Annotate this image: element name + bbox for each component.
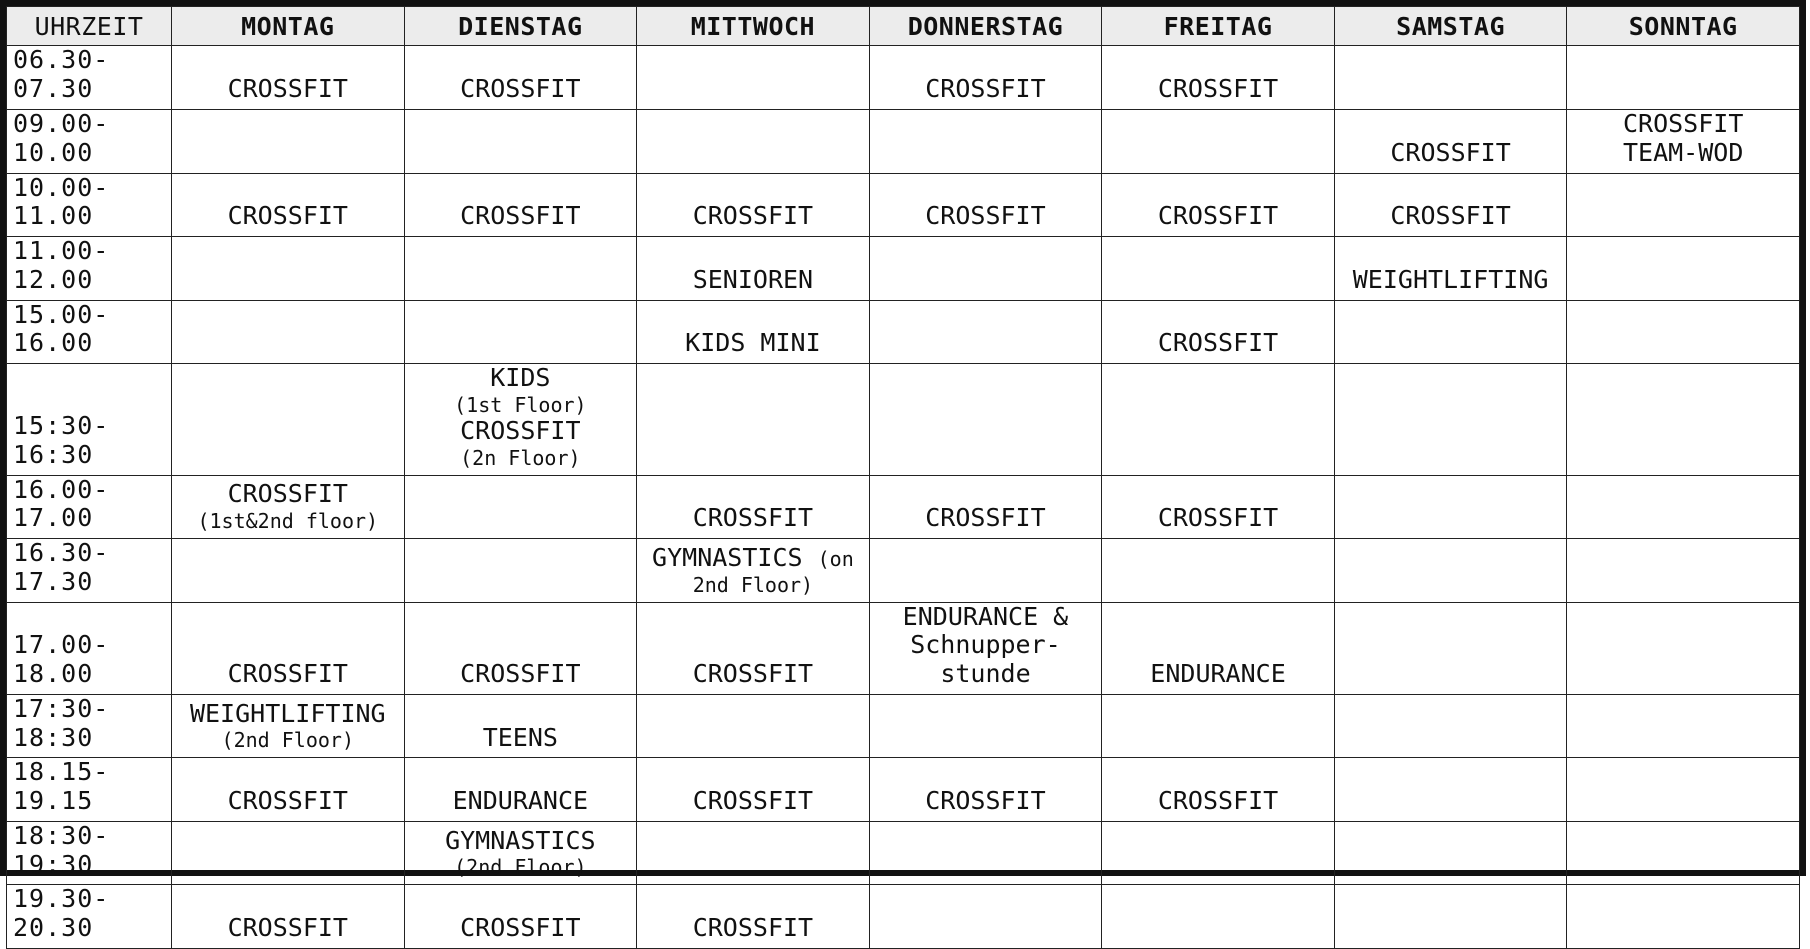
class-cell bbox=[172, 475, 405, 539]
table-row bbox=[7, 885, 1800, 949]
class-cell bbox=[172, 694, 405, 758]
class-cell: CROSSFIT bbox=[172, 173, 405, 237]
time-cell: 06.30-07.30 bbox=[7, 46, 172, 110]
time-cell: 17:30-18:30 bbox=[7, 694, 172, 758]
class-cell: CROSSFIT bbox=[172, 602, 405, 694]
class-name: ENDURANCE & bbox=[902, 602, 1069, 631]
class-cell bbox=[869, 885, 1102, 949]
class-cell bbox=[172, 364, 405, 476]
class-cell bbox=[637, 821, 870, 885]
class-cell: CROSSFIT bbox=[172, 885, 405, 949]
class-cell bbox=[1334, 364, 1567, 476]
class-name: stunde bbox=[940, 659, 1031, 688]
time-cell: 09.00-10.00 bbox=[7, 109, 172, 173]
class-cell: ENDURANCE bbox=[404, 758, 637, 822]
header-wednesday: MITTWOCH bbox=[637, 7, 870, 46]
table-row bbox=[7, 109, 1800, 173]
class-cell bbox=[1102, 237, 1335, 301]
class-cell bbox=[637, 109, 870, 173]
class-cell bbox=[1102, 821, 1335, 885]
class-cell bbox=[1102, 539, 1335, 603]
table-row bbox=[7, 694, 1800, 758]
class-name: CROSSFIT bbox=[1622, 109, 1744, 138]
class-cell: KIDS MINI bbox=[637, 300, 870, 364]
class-cell: CROSSFIT bbox=[1102, 173, 1335, 237]
class-cell bbox=[404, 821, 637, 885]
class-cell bbox=[869, 300, 1102, 364]
class-cell: CROSSFIT bbox=[1102, 758, 1335, 822]
class-cell: CROSSFIT bbox=[637, 475, 870, 539]
class-cell bbox=[869, 539, 1102, 603]
header-time: UHRZEIT bbox=[7, 7, 172, 46]
class-cell bbox=[637, 539, 870, 603]
class-cell bbox=[404, 539, 637, 603]
class-cell bbox=[869, 364, 1102, 476]
class-name: CROSSFIT bbox=[460, 415, 581, 445]
class-cell bbox=[1567, 364, 1800, 476]
schedule-table bbox=[6, 6, 1800, 949]
floor-note: 2nd Floor) bbox=[692, 572, 814, 597]
time-cell: 16.30-17.30 bbox=[7, 539, 172, 603]
class-cell bbox=[1567, 475, 1800, 539]
class-cell bbox=[869, 109, 1102, 173]
class-cell bbox=[1567, 46, 1800, 110]
floor-note: (1st Floor) bbox=[454, 392, 587, 417]
class-name: CROSSFIT bbox=[227, 479, 348, 509]
class-cell bbox=[172, 109, 405, 173]
class-cell bbox=[1567, 758, 1800, 822]
class-cell bbox=[1334, 46, 1567, 110]
class-cell: CROSSFIT bbox=[637, 885, 870, 949]
class-cell bbox=[1334, 694, 1567, 758]
class-cell: SENIOREN bbox=[637, 237, 870, 301]
header-thursday: DONNERSTAG bbox=[869, 7, 1102, 46]
class-cell: CROSSFIT bbox=[637, 602, 870, 694]
class-cell: TEENS bbox=[404, 694, 637, 758]
class-cell bbox=[1334, 821, 1567, 885]
table-row bbox=[7, 821, 1800, 885]
class-name: Schnupper- bbox=[910, 630, 1061, 660]
floor-note: (2nd Floor) bbox=[221, 728, 354, 753]
class-name: GYMNASTICS bbox=[445, 825, 596, 855]
class-cell bbox=[1334, 758, 1567, 822]
class-cell: CROSSFIT bbox=[1102, 46, 1335, 110]
class-name: KIDS bbox=[490, 363, 551, 392]
class-cell bbox=[1102, 885, 1335, 949]
class-cell: CROSSFIT bbox=[404, 602, 637, 694]
header-friday: FREITAG bbox=[1102, 7, 1335, 46]
class-name: TEAM-WOD bbox=[1622, 137, 1744, 167]
floor-note: (2n Floor) bbox=[460, 445, 581, 470]
class-cell bbox=[404, 364, 637, 476]
table-row bbox=[7, 758, 1800, 822]
table-row bbox=[7, 46, 1800, 110]
table-row bbox=[7, 300, 1800, 364]
class-name: GYMNASTICS bbox=[652, 542, 803, 572]
class-cell bbox=[1567, 109, 1800, 173]
time-cell: 16.00-17.00 bbox=[7, 475, 172, 539]
class-cell: CROSSFIT bbox=[637, 173, 870, 237]
class-cell: WEIGHTLIFTING bbox=[1334, 237, 1567, 301]
class-cell: CROSSFIT bbox=[869, 46, 1102, 110]
class-cell bbox=[404, 300, 637, 364]
header-monday: MONTAG bbox=[172, 7, 405, 46]
class-cell bbox=[637, 694, 870, 758]
table-row bbox=[7, 364, 1800, 476]
class-cell bbox=[1334, 539, 1567, 603]
class-cell bbox=[1334, 475, 1567, 539]
class-cell: CROSSFIT bbox=[172, 46, 405, 110]
class-cell bbox=[404, 475, 637, 539]
class-cell bbox=[1567, 237, 1800, 301]
class-cell bbox=[1567, 885, 1800, 949]
class-cell: CROSSFIT bbox=[1334, 173, 1567, 237]
table-row bbox=[7, 475, 1800, 539]
class-cell bbox=[1102, 364, 1335, 476]
class-cell bbox=[1567, 694, 1800, 758]
class-cell bbox=[1334, 602, 1567, 694]
table-row bbox=[7, 539, 1800, 603]
class-cell: CROSSFIT bbox=[869, 173, 1102, 237]
time-cell: 18.15-19.15 bbox=[7, 758, 172, 822]
class-cell bbox=[404, 109, 637, 173]
header-tuesday: DIENSTAG bbox=[404, 7, 637, 46]
header-sunday: SONNTAG bbox=[1567, 7, 1800, 46]
class-cell: CROSSFIT bbox=[869, 475, 1102, 539]
class-name: WEIGHTLIFTING bbox=[189, 698, 386, 728]
class-cell: CROSSFIT bbox=[1102, 300, 1335, 364]
floor-note: (2nd Floor) bbox=[454, 855, 587, 880]
class-cell bbox=[1567, 173, 1800, 237]
class-cell bbox=[404, 237, 637, 301]
class-cell: CROSSFIT bbox=[404, 885, 637, 949]
class-cell bbox=[172, 821, 405, 885]
class-cell: ENDURANCE bbox=[1102, 602, 1335, 694]
class-cell: CROSSFIT bbox=[869, 758, 1102, 822]
class-cell bbox=[869, 821, 1102, 885]
class-cell bbox=[172, 300, 405, 364]
class-cell bbox=[1567, 539, 1800, 603]
time-cell: 10.00-11.00 bbox=[7, 173, 172, 237]
header-row bbox=[7, 7, 1800, 46]
class-cell bbox=[1334, 885, 1567, 949]
header-saturday: SAMSTAG bbox=[1334, 7, 1567, 46]
class-cell bbox=[1102, 694, 1335, 758]
time-cell: 11.00-12.00 bbox=[7, 237, 172, 301]
floor-note: (1st&2nd floor) bbox=[197, 509, 379, 533]
class-cell: CROSSFIT bbox=[172, 758, 405, 822]
class-cell bbox=[637, 46, 870, 110]
class-cell bbox=[869, 237, 1102, 301]
time-cell: 15:30-16:30 bbox=[7, 364, 172, 476]
time-cell: 19.30-20.30 bbox=[7, 885, 172, 949]
class-cell bbox=[869, 694, 1102, 758]
class-cell bbox=[172, 539, 405, 603]
class-cell: CROSSFIT bbox=[1102, 475, 1335, 539]
class-cell bbox=[172, 237, 405, 301]
class-cell bbox=[869, 602, 1102, 694]
time-cell: 17.00-18.00 bbox=[7, 602, 172, 694]
class-cell bbox=[637, 364, 870, 476]
class-cell bbox=[1567, 300, 1800, 364]
class-cell: CROSSFIT bbox=[1334, 109, 1567, 173]
table-row bbox=[7, 173, 1800, 237]
class-cell bbox=[1567, 821, 1800, 885]
time-cell: 15.00-16.00 bbox=[7, 300, 172, 364]
table-row bbox=[7, 237, 1800, 301]
time-cell: 18:30-19:30 bbox=[7, 821, 172, 885]
class-cell bbox=[1567, 602, 1800, 694]
class-cell: CROSSFIT bbox=[404, 173, 637, 237]
class-cell bbox=[1334, 300, 1567, 364]
table-row bbox=[7, 602, 1800, 694]
class-cell bbox=[1102, 109, 1335, 173]
class-cell: CROSSFIT bbox=[404, 46, 637, 110]
class-cell: CROSSFIT bbox=[637, 758, 870, 822]
floor-note: (on bbox=[817, 546, 854, 571]
